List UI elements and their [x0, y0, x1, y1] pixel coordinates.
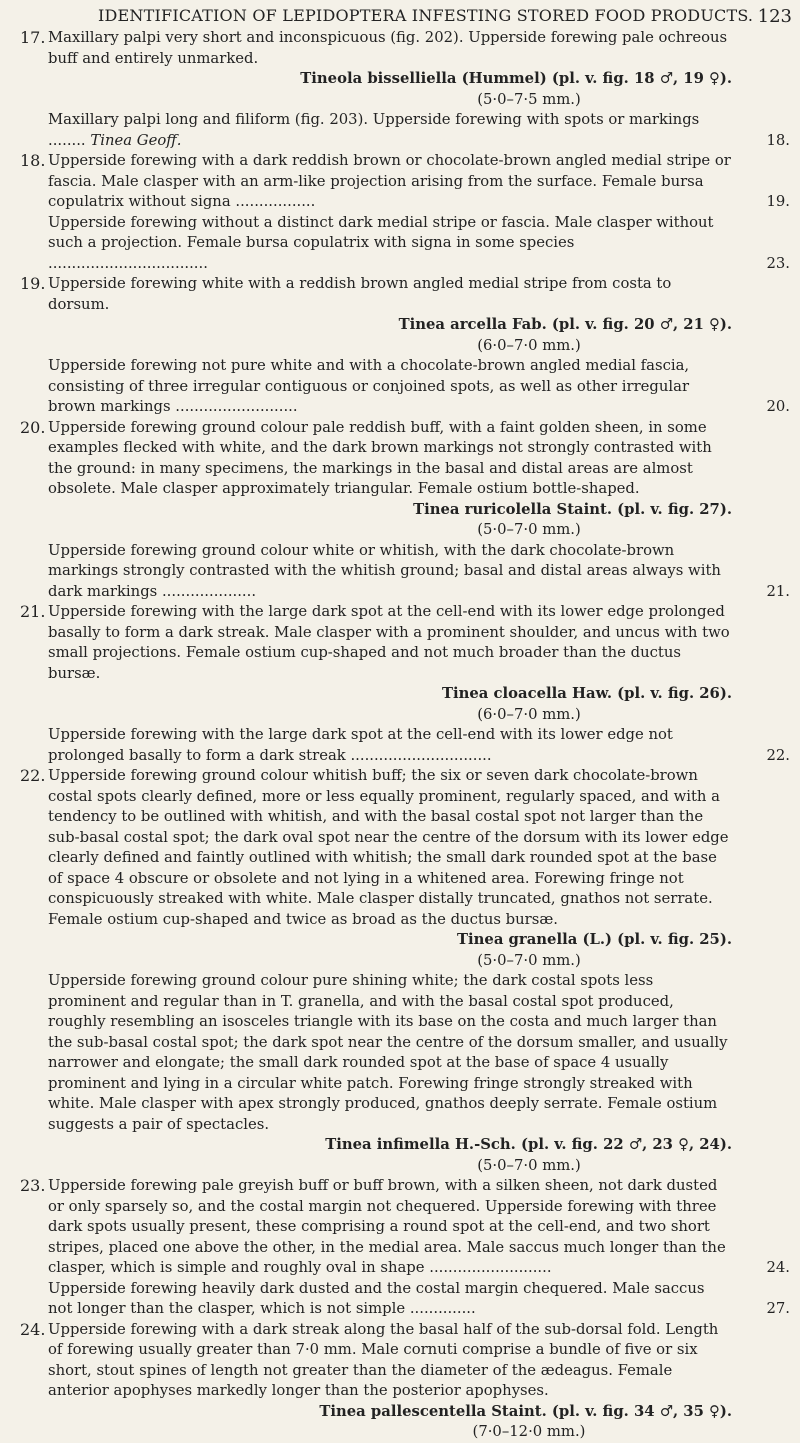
couplet-number: 23.: [20, 1176, 46, 1195]
lead-description: Maxillary palpi long and filiform (fig. 203). Upperside forewing with spots or markings: [48, 111, 700, 128]
lead-text: Upperside forewing with the large dark spot at the cell-end with its lower edge not prolonged basally to form a dark streak .............................. 22.: [48, 725, 790, 766]
lead-description: Upperside forewing with a dark reddish brown or chocolate-brown angled medial stripe or fascia. Male clasper with an arm-like projection arising from the surface. Female bursa copulatrix without signa: [48, 152, 731, 210]
species-name: Tinea ruricolella Staint. (pl. v. fig. 27).: [413, 500, 732, 518]
lead-text: Upperside forewing with a dark reddish brown or chocolate-brown angled medial stripe or fascia. Male clasper with an arm-like projection arising from the surface. Female bursa copulatrix without signa ................. 19.: [48, 151, 790, 213]
lead-text: [48, 1320, 790, 1402]
lead-text: Upperside forewing ground colour white or whitish, with the dark chocolate-brown markings strongly contrasted with the whitish ground; basal and distal areas always with dark markings .................... 21.: [48, 541, 790, 603]
size-range: (7·0–12·0 mm.): [472, 1423, 586, 1440]
lead-text: [48, 418, 790, 500]
species-name: Tinea infimella H.-Sch. (pl. v. fig. 22 ♂, 23 ♀, 24).: [325, 1136, 732, 1153]
couplet-18: [20, 151, 790, 274]
couplet-number: 18.: [20, 151, 46, 170]
lead-description: Upperside forewing without a distinct dark medial stripe or fascia. Male clasper without such a projection. Female bursa copulatrix with signa in some species: [48, 213, 714, 251]
couplet-23: [20, 1176, 790, 1320]
couplet-reference: 19.: [766, 193, 790, 210]
lead-description: Maxillary palpi very short and inconspicuous (fig. 202). Upperside forewing pale ochreous buff and entirely unmarked.: [48, 29, 728, 67]
couplet-17: [20, 28, 790, 151]
lead-description: Upperside forewing ground colour whitish buff; the six or seven dark chocolate-brown costal spots clearly defined, more or less equally prominent, regularly spaced, and with a tendency to be outlined with whitish, and with the basal costal spot not larger than the sub-basal costal spot; the dark oval spot near the centre of the dorsum with its lower edge clearly defined and faintly outlined with whitish; the small dark rounded spot at the base of space 4 obscure or obsolete and not lying in a whitened area. Forewing fringe not conspicuously streaked with white. Male clasper distally truncated, gnathos not serrate. Female ostium cup-shaped and twice as broad as the ductus bursæ.: [48, 767, 729, 928]
running-header: [0, 6, 800, 30]
couplet-21: [20, 602, 790, 766]
lead-text: [48, 602, 790, 684]
lead-text: [48, 274, 790, 315]
size-range: (5·0–7·0 mm.): [477, 1156, 581, 1174]
couplet-reference: 22.: [766, 746, 790, 764]
lead-text: [48, 28, 790, 69]
species-name: Tineola bisselliella (Hummel) (pl. v. fig. 18 ♂, 19 ♀).: [300, 70, 732, 87]
lead-text: [48, 766, 790, 930]
couplet-reference: 21.: [766, 582, 790, 600]
size-range: (5·0–7·0 mm.): [477, 951, 581, 969]
lead-text: [48, 971, 790, 1135]
species-name: Tinea cloacella Haw. (pl. v. fig. 26).: [442, 685, 732, 702]
couplet-reference: 20.: [766, 398, 790, 415]
size-range: (5·0–7·0 mm.): [477, 521, 581, 538]
lead-description: Upperside forewing ground colour white or whitish, with the dark chocolate-brown markings strongly contrasted with the whitish ground; basal and distal areas always with dark markings: [48, 541, 721, 600]
lead-text: Upperside forewing without a distinct dark medial stripe or fascia. Male clasper without such a projection. Female bursa copulatrix with signa in some species .................................. 23.: [48, 213, 790, 275]
size-range: (6·0–7·0 mm.): [477, 705, 581, 723]
running-title: IDENTIFICATION OF LEPIDOPTERA INFESTING STORED FOOD PRODUCTS.: [98, 6, 754, 25]
lead-description: Upperside forewing pale greyish buff or buff brown, with a silken sheen, not dark dusted or only sparsely so, and the costal margin not chequered. Upperside forewing with three dark spots usually present, these comprising a round spot at the cell-end, and two short stripes, placed one above the other, in the medial area. Male saccus much longer than the clasper, which is simple and roughly oval in shape: [48, 1177, 726, 1276]
couplet-number: 24.: [20, 1319, 46, 1339]
couplet-24: [20, 1320, 790, 1443]
taxon-name: Tinea Geoff.: [90, 131, 182, 149]
couplet-number: 17.: [20, 28, 46, 47]
couplet-20: [20, 418, 790, 603]
page-number: 123: [757, 6, 792, 27]
lead-text: Upperside forewing not pure white and with a chocolate-brown angled medial fascia, consisting of three irregular contiguous or conjoined spots, as well as other irregular brown markings .......................... 20.: [48, 356, 790, 418]
couplet-number: 19.: [20, 274, 46, 293]
couplet-reference: 23.: [766, 254, 790, 272]
lead-text: Upperside forewing pale greyish buff or buff brown, with a silken sheen, not dark dusted or only sparsely so, and the costal margin not chequered. Upperside forewing with three dark spots usually present, these comprising a round spot at the cell-end, and two short stripes, placed one above the other, in the medial area. Male saccus much longer than the clasper, which is simple and roughly oval in shape .......................... 24.: [48, 1176, 790, 1279]
couplet-number: 22.: [20, 766, 46, 785]
lead-text: Upperside forewing heavily dark dusted and the costal margin chequered. Male saccus not longer than the clasper, which is not simple .............. 27.: [48, 1279, 790, 1320]
lead-description: Upperside forewing white with a reddish brown angled medial stripe from costa to dorsum.: [48, 275, 672, 313]
key-body: [20, 28, 790, 1443]
size-range: (6·0–7·0 mm.): [477, 336, 581, 354]
species-name: Tinea arcella Fab. (pl. v. fig. 20 ♂, 21 ♀).: [398, 316, 732, 333]
size-range: (5·0–7·5 mm.): [477, 90, 581, 108]
lead-description: Upperside forewing ground colour pure shining white; the dark costal spots less prominent and regular than in T. granella, and with the basal costal spot produced, roughly resembling an isosceles triangle with its base on the costa and much larger than the sub-basal costal spot; the dark spot near the centre of the dorsum smaller, and usually narrower and elongate; the small dark rounded spot at the base of space 4 usually prominent and lying in a circular white patch. Forewing fringe strongly streaked with white. Male clasper with apex strongly produced, gnathos deeply serrate. Female ostium suggests a pair of spectacles.: [48, 972, 728, 1133]
lead-description: Upperside forewing with a dark streak along the basal half of the sub-dorsal fold. Length of forewing usually greater than 7·0 mm. Male cornuti comprise a bundle of five or six short, stout spines of length not greater than the diameter of the ædeagus. Female anterior apophyses markedly longer than the posterior apophyses.: [48, 1320, 719, 1399]
couplet-number: 21.: [20, 602, 46, 621]
lead-description: Upperside forewing heavily dark dusted and the costal margin chequered. Male saccus not longer than the clasper, which is not simple: [48, 1279, 705, 1317]
couplet-reference: 24.: [766, 1259, 790, 1276]
lead-description: Upperside forewing with the large dark spot at the cell-end with its lower edge prolonged basally to form a dark streak. Male clasper with a prominent shoulder, and uncus with two small projections. Female ostium cup-shaped and not much broader than the ductus bursæ.: [48, 603, 730, 682]
couplet-number: 20.: [20, 417, 46, 437]
couplet-reference: 27.: [766, 1300, 790, 1317]
lead-description: Upperside forewing with the large dark spot at the cell-end with its lower edge not prolonged basally to form a dark streak: [48, 726, 673, 764]
couplet-19: [20, 274, 790, 418]
couplet-22: [20, 766, 790, 1176]
species-name: Tinea pallescentella Staint. (pl. v. fig. 34 ♂, 35 ♀).: [319, 1402, 732, 1420]
lead-text: Maxillary palpi long and filiform (fig. 203). Upperside forewing with spots or markings ........ Tinea Geoff. 18.: [48, 110, 790, 151]
lead-description: Upperside forewing ground colour pale reddish buff, with a faint golden sheen, in some examples flecked with white, and the dark brown markings not strongly contrasted with the ground: in many specimens, the markings in the basal and distal areas are almost obsolete. Male clasper approximately triangular. Female ostium bottle-shaped.: [48, 418, 712, 497]
species-name: Tinea granella (L.) (pl. v. fig. 25).: [457, 931, 732, 948]
couplet-reference: 18.: [766, 131, 790, 149]
lead-description: Upperside forewing not pure white and with a chocolate-brown angled medial fascia, consisting of three irregular contiguous or conjoined spots, as well as other irregular brown markings: [48, 357, 690, 415]
